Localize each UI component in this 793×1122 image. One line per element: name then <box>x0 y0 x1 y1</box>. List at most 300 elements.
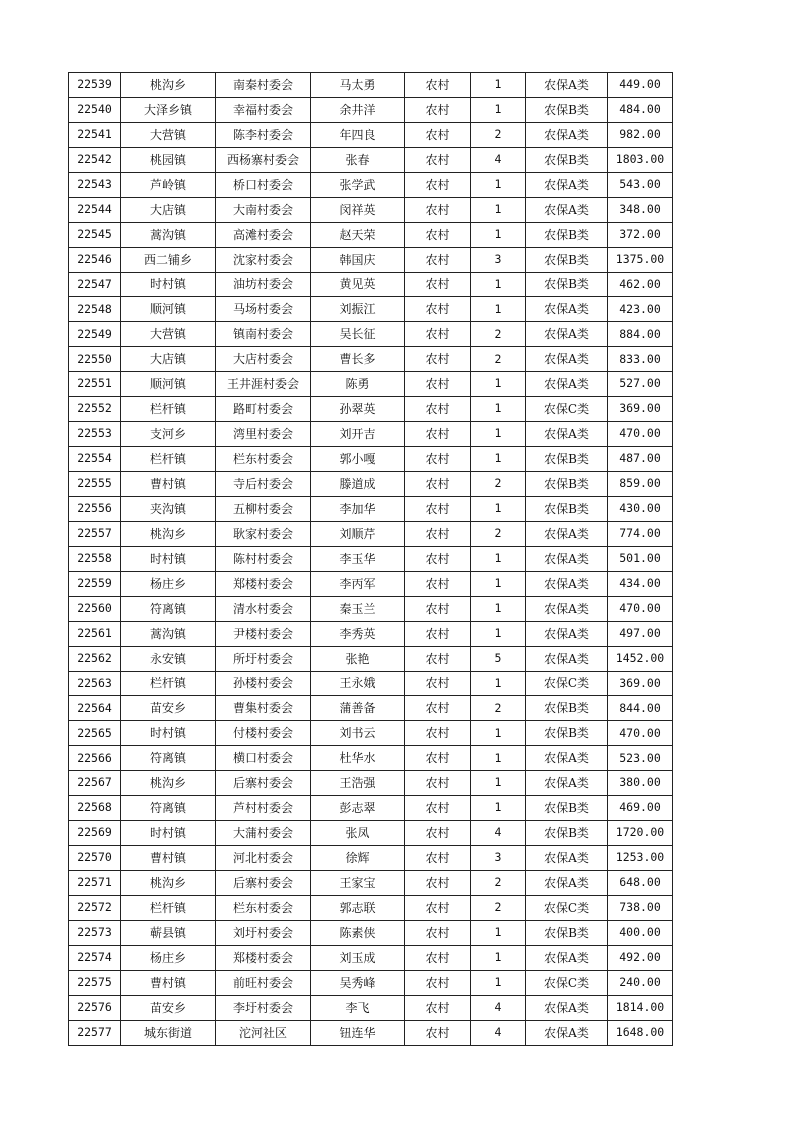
person-name-cell: 张艳 <box>311 646 405 671</box>
household-type-cell: 农村 <box>405 496 471 521</box>
amount-cell: 372.00 <box>608 222 673 247</box>
household-size-cell: 1 <box>471 447 526 472</box>
village-committee-cell: 高滩村委会 <box>216 222 311 247</box>
village-committee-cell: 王井涯村委会 <box>216 372 311 397</box>
village-committee-cell: 栏东村委会 <box>216 895 311 920</box>
household-type-cell: 农村 <box>405 721 471 746</box>
person-name-cell: 王永娥 <box>311 671 405 696</box>
table-row <box>69 746 673 771</box>
record-id-cell: 22572 <box>69 895 121 920</box>
record-id-cell: 22566 <box>69 746 121 771</box>
household-size-cell: 1 <box>471 197 526 222</box>
person-name-cell: 李秀英 <box>311 621 405 646</box>
village-committee-cell: 镇南村委会 <box>216 322 311 347</box>
village-committee-cell: 马场村委会 <box>216 297 311 322</box>
insurance-category-cell: 农保B类 <box>526 147 608 172</box>
household-type-cell: 农村 <box>405 970 471 995</box>
person-name-cell: 张凤 <box>311 821 405 846</box>
record-id-cell: 22577 <box>69 1020 121 1045</box>
amount-cell: 844.00 <box>608 696 673 721</box>
amount-cell: 369.00 <box>608 671 673 696</box>
amount-cell: 774.00 <box>608 521 673 546</box>
household-size-cell: 1 <box>471 596 526 621</box>
person-name-cell: 王浩强 <box>311 771 405 796</box>
township-cell: 蕲县镇 <box>121 920 216 945</box>
household-size-cell: 3 <box>471 247 526 272</box>
township-cell: 西二铺乡 <box>121 247 216 272</box>
person-name-cell: 彭志翠 <box>311 796 405 821</box>
record-id-cell: 22564 <box>69 696 121 721</box>
amount-cell: 1720.00 <box>608 821 673 846</box>
village-committee-cell: 前旺村委会 <box>216 970 311 995</box>
insurance-category-cell: 农保B类 <box>526 920 608 945</box>
person-name-cell: 滕道成 <box>311 472 405 497</box>
person-name-cell: 刘开吉 <box>311 422 405 447</box>
record-id-cell: 22550 <box>69 347 121 372</box>
household-size-cell: 1 <box>471 422 526 447</box>
insurance-category-cell: 农保A类 <box>526 646 608 671</box>
insurance-category-cell: 农保A类 <box>526 521 608 546</box>
township-cell: 城东街道 <box>121 1020 216 1045</box>
village-committee-cell: 沱河社区 <box>216 1020 311 1045</box>
household-type-cell: 农村 <box>405 172 471 197</box>
table-row <box>69 73 673 98</box>
household-type-cell: 农村 <box>405 147 471 172</box>
record-id-cell: 22553 <box>69 422 121 447</box>
household-type-cell: 农村 <box>405 472 471 497</box>
person-name-cell: 刘书云 <box>311 721 405 746</box>
household-type-cell: 农村 <box>405 73 471 98</box>
record-id-cell: 22549 <box>69 322 121 347</box>
person-name-cell: 余井洋 <box>311 97 405 122</box>
table-row <box>69 771 673 796</box>
village-committee-cell: 后寨村委会 <box>216 771 311 796</box>
household-type-cell: 农村 <box>405 746 471 771</box>
insurance-category-cell: 农保B类 <box>526 496 608 521</box>
household-size-cell: 1 <box>471 671 526 696</box>
amount-cell: 884.00 <box>608 322 673 347</box>
person-name-cell: 赵天荣 <box>311 222 405 247</box>
household-size-cell: 1 <box>471 496 526 521</box>
person-name-cell: 陈勇 <box>311 372 405 397</box>
township-cell: 永安镇 <box>121 646 216 671</box>
person-name-cell: 王家宝 <box>311 871 405 896</box>
village-committee-cell: 尹楼村委会 <box>216 621 311 646</box>
person-name-cell: 孙翠英 <box>311 397 405 422</box>
village-committee-cell: 油坊村委会 <box>216 272 311 297</box>
table-row <box>69 347 673 372</box>
person-name-cell: 李加华 <box>311 496 405 521</box>
insurance-category-cell: 农保A类 <box>526 197 608 222</box>
insurance-category-cell: 农保B类 <box>526 796 608 821</box>
record-id-cell: 22576 <box>69 995 121 1020</box>
township-cell: 大店镇 <box>121 347 216 372</box>
amount-cell: 462.00 <box>608 272 673 297</box>
township-cell: 栏杆镇 <box>121 447 216 472</box>
household-size-cell: 1 <box>471 222 526 247</box>
amount-cell: 1648.00 <box>608 1020 673 1045</box>
household-type-cell: 农村 <box>405 247 471 272</box>
insurance-category-cell: 农保B类 <box>526 97 608 122</box>
household-type-cell: 农村 <box>405 521 471 546</box>
person-name-cell: 刘振江 <box>311 297 405 322</box>
amount-cell: 423.00 <box>608 297 673 322</box>
table-row <box>69 97 673 122</box>
amount-cell: 497.00 <box>608 621 673 646</box>
table-row <box>69 297 673 322</box>
amount-cell: 1253.00 <box>608 846 673 871</box>
village-committee-cell: 幸福村委会 <box>216 97 311 122</box>
household-type-cell: 农村 <box>405 447 471 472</box>
township-cell: 杨庄乡 <box>121 945 216 970</box>
insurance-category-cell: 农保B类 <box>526 222 608 247</box>
village-committee-cell: 寺后村委会 <box>216 472 311 497</box>
amount-cell: 430.00 <box>608 496 673 521</box>
village-committee-cell: 刘圩村委会 <box>216 920 311 945</box>
table-row <box>69 197 673 222</box>
household-size-cell: 1 <box>471 571 526 596</box>
record-id-cell: 22539 <box>69 73 121 98</box>
household-size-cell: 2 <box>471 521 526 546</box>
township-cell: 时村镇 <box>121 721 216 746</box>
table-row <box>69 272 673 297</box>
township-cell: 杨庄乡 <box>121 571 216 596</box>
record-id-cell: 22540 <box>69 97 121 122</box>
village-committee-cell: 路町村委会 <box>216 397 311 422</box>
person-name-cell: 郭志联 <box>311 895 405 920</box>
village-committee-cell: 芦村村委会 <box>216 796 311 821</box>
person-name-cell: 吴秀峰 <box>311 970 405 995</box>
township-cell: 大店镇 <box>121 197 216 222</box>
record-id-cell: 22545 <box>69 222 121 247</box>
table-row <box>69 447 673 472</box>
household-size-cell: 1 <box>471 397 526 422</box>
household-type-cell: 农村 <box>405 671 471 696</box>
township-cell: 蒿沟镇 <box>121 621 216 646</box>
amount-cell: 543.00 <box>608 172 673 197</box>
amount-cell: 484.00 <box>608 97 673 122</box>
table-row <box>69 970 673 995</box>
township-cell: 桃沟乡 <box>121 521 216 546</box>
village-committee-cell: 河北村委会 <box>216 846 311 871</box>
insurance-category-cell: 农保A类 <box>526 347 608 372</box>
amount-cell: 449.00 <box>608 73 673 98</box>
household-size-cell: 1 <box>471 721 526 746</box>
township-cell: 苗安乡 <box>121 995 216 1020</box>
insurance-category-cell: 农保A类 <box>526 322 608 347</box>
person-name-cell: 钮连华 <box>311 1020 405 1045</box>
table-row <box>69 621 673 646</box>
household-size-cell: 1 <box>471 97 526 122</box>
record-id-cell: 22571 <box>69 871 121 896</box>
household-size-cell: 2 <box>471 472 526 497</box>
household-size-cell: 1 <box>471 621 526 646</box>
person-name-cell: 刘顺芹 <box>311 521 405 546</box>
insurance-category-cell: 农保A类 <box>526 422 608 447</box>
amount-cell: 1375.00 <box>608 247 673 272</box>
household-size-cell: 1 <box>471 372 526 397</box>
insurance-category-cell: 农保A类 <box>526 1020 608 1045</box>
household-type-cell: 农村 <box>405 1020 471 1045</box>
record-id-cell: 22542 <box>69 147 121 172</box>
record-id-cell: 22560 <box>69 596 121 621</box>
subsidy-roster-table <box>68 72 673 1046</box>
record-id-cell: 22574 <box>69 945 121 970</box>
insurance-category-cell: 农保B类 <box>526 247 608 272</box>
household-type-cell: 农村 <box>405 821 471 846</box>
insurance-category-cell: 农保A类 <box>526 571 608 596</box>
insurance-category-cell: 农保B类 <box>526 272 608 297</box>
household-size-cell: 4 <box>471 821 526 846</box>
household-size-cell: 2 <box>471 696 526 721</box>
township-cell: 蒿沟镇 <box>121 222 216 247</box>
table-row <box>69 596 673 621</box>
record-id-cell: 22573 <box>69 920 121 945</box>
table-row <box>69 696 673 721</box>
township-cell: 顺河镇 <box>121 297 216 322</box>
township-cell: 苗安乡 <box>121 696 216 721</box>
township-cell: 大泽乡镇 <box>121 97 216 122</box>
township-cell: 时村镇 <box>121 821 216 846</box>
table-row <box>69 172 673 197</box>
household-type-cell: 农村 <box>405 920 471 945</box>
township-cell: 曹村镇 <box>121 846 216 871</box>
household-size-cell: 2 <box>471 347 526 372</box>
township-cell: 夹沟镇 <box>121 496 216 521</box>
record-id-cell: 22543 <box>69 172 121 197</box>
village-committee-cell: 清水村委会 <box>216 596 311 621</box>
table-row <box>69 147 673 172</box>
township-cell: 桃沟乡 <box>121 871 216 896</box>
person-name-cell: 陈素侠 <box>311 920 405 945</box>
insurance-category-cell: 农保B类 <box>526 721 608 746</box>
village-committee-cell: 曹集村委会 <box>216 696 311 721</box>
household-type-cell: 农村 <box>405 895 471 920</box>
amount-cell: 400.00 <box>608 920 673 945</box>
table-row <box>69 222 673 247</box>
household-type-cell: 农村 <box>405 97 471 122</box>
amount-cell: 469.00 <box>608 796 673 821</box>
household-size-cell: 2 <box>471 122 526 147</box>
table-row <box>69 721 673 746</box>
insurance-category-cell: 农保C类 <box>526 970 608 995</box>
table-row <box>69 995 673 1020</box>
table-row <box>69 871 673 896</box>
amount-cell: 434.00 <box>608 571 673 596</box>
table-row <box>69 945 673 970</box>
person-name-cell: 李飞 <box>311 995 405 1020</box>
village-committee-cell: 五柳村委会 <box>216 496 311 521</box>
table-row <box>69 1020 673 1045</box>
household-type-cell: 农村 <box>405 771 471 796</box>
household-size-cell: 1 <box>471 970 526 995</box>
person-name-cell: 刘玉成 <box>311 945 405 970</box>
village-committee-cell: 栏东村委会 <box>216 447 311 472</box>
township-cell: 栏杆镇 <box>121 397 216 422</box>
insurance-category-cell: 农保A类 <box>526 372 608 397</box>
township-cell: 大营镇 <box>121 122 216 147</box>
household-type-cell: 农村 <box>405 372 471 397</box>
amount-cell: 1803.00 <box>608 147 673 172</box>
table-row <box>69 397 673 422</box>
amount-cell: 380.00 <box>608 771 673 796</box>
insurance-category-cell: 农保A类 <box>526 995 608 1020</box>
table-row <box>69 247 673 272</box>
household-type-cell: 农村 <box>405 995 471 1020</box>
person-name-cell: 年四良 <box>311 122 405 147</box>
household-type-cell: 农村 <box>405 546 471 571</box>
table-row <box>69 846 673 871</box>
table-row <box>69 521 673 546</box>
record-id-cell: 22547 <box>69 272 121 297</box>
household-size-cell: 1 <box>471 920 526 945</box>
township-cell: 桃沟乡 <box>121 771 216 796</box>
record-id-cell: 22554 <box>69 447 121 472</box>
insurance-category-cell: 农保B类 <box>526 472 608 497</box>
amount-cell: 240.00 <box>608 970 673 995</box>
record-id-cell: 22541 <box>69 122 121 147</box>
table-row <box>69 322 673 347</box>
village-committee-cell: 郑楼村委会 <box>216 571 311 596</box>
household-type-cell: 农村 <box>405 596 471 621</box>
township-cell: 曹村镇 <box>121 970 216 995</box>
village-committee-cell: 南秦村委会 <box>216 73 311 98</box>
household-type-cell: 农村 <box>405 197 471 222</box>
table-row <box>69 821 673 846</box>
township-cell: 时村镇 <box>121 272 216 297</box>
village-committee-cell: 陈李村委会 <box>216 122 311 147</box>
household-type-cell: 农村 <box>405 272 471 297</box>
household-type-cell: 农村 <box>405 122 471 147</box>
person-name-cell: 张学武 <box>311 172 405 197</box>
household-size-cell: 1 <box>471 297 526 322</box>
table-row <box>69 571 673 596</box>
village-committee-cell: 湾里村委会 <box>216 422 311 447</box>
household-size-cell: 1 <box>471 546 526 571</box>
record-id-cell: 22562 <box>69 646 121 671</box>
record-id-cell: 22567 <box>69 771 121 796</box>
insurance-category-cell: 农保A类 <box>526 546 608 571</box>
household-size-cell: 4 <box>471 1020 526 1045</box>
village-committee-cell: 桥口村委会 <box>216 172 311 197</box>
amount-cell: 527.00 <box>608 372 673 397</box>
insurance-category-cell: 农保B类 <box>526 696 608 721</box>
record-id-cell: 22551 <box>69 372 121 397</box>
township-cell: 桃园镇 <box>121 147 216 172</box>
table-row <box>69 122 673 147</box>
household-type-cell: 农村 <box>405 397 471 422</box>
household-size-cell: 1 <box>471 172 526 197</box>
person-name-cell: 韩国庆 <box>311 247 405 272</box>
household-size-cell: 2 <box>471 322 526 347</box>
person-name-cell: 李玉华 <box>311 546 405 571</box>
amount-cell: 348.00 <box>608 197 673 222</box>
person-name-cell: 吴长征 <box>311 322 405 347</box>
insurance-category-cell: 农保A类 <box>526 771 608 796</box>
household-type-cell: 农村 <box>405 422 471 447</box>
table-row <box>69 496 673 521</box>
household-size-cell: 4 <box>471 995 526 1020</box>
record-id-cell: 22555 <box>69 472 121 497</box>
amount-cell: 470.00 <box>608 422 673 447</box>
township-cell: 符离镇 <box>121 746 216 771</box>
person-name-cell: 马太勇 <box>311 73 405 98</box>
amount-cell: 859.00 <box>608 472 673 497</box>
household-size-cell: 1 <box>471 73 526 98</box>
household-type-cell: 农村 <box>405 347 471 372</box>
township-cell: 符离镇 <box>121 796 216 821</box>
household-type-cell: 农村 <box>405 222 471 247</box>
insurance-category-cell: 农保A类 <box>526 73 608 98</box>
insurance-category-cell: 农保A类 <box>526 621 608 646</box>
record-id-cell: 22558 <box>69 546 121 571</box>
person-name-cell: 曹长多 <box>311 347 405 372</box>
household-size-cell: 1 <box>471 771 526 796</box>
village-committee-cell: 后寨村委会 <box>216 871 311 896</box>
insurance-category-cell: 农保A类 <box>526 122 608 147</box>
record-id-cell: 22556 <box>69 496 121 521</box>
household-type-cell: 农村 <box>405 322 471 347</box>
insurance-category-cell: 农保C类 <box>526 397 608 422</box>
record-id-cell: 22552 <box>69 397 121 422</box>
township-cell: 栏杆镇 <box>121 895 216 920</box>
table-row <box>69 796 673 821</box>
insurance-category-cell: 农保A类 <box>526 846 608 871</box>
household-type-cell: 农村 <box>405 297 471 322</box>
record-id-cell: 22548 <box>69 297 121 322</box>
record-id-cell: 22559 <box>69 571 121 596</box>
household-type-cell: 农村 <box>405 945 471 970</box>
household-type-cell: 农村 <box>405 621 471 646</box>
table-row <box>69 671 673 696</box>
insurance-category-cell: 农保C类 <box>526 671 608 696</box>
household-type-cell: 农村 <box>405 646 471 671</box>
township-cell: 桃沟乡 <box>121 73 216 98</box>
household-type-cell: 农村 <box>405 696 471 721</box>
household-size-cell: 1 <box>471 746 526 771</box>
household-size-cell: 4 <box>471 147 526 172</box>
township-cell: 时村镇 <box>121 546 216 571</box>
table-row <box>69 372 673 397</box>
village-committee-cell: 大店村委会 <box>216 347 311 372</box>
household-type-cell: 农村 <box>405 846 471 871</box>
table-row <box>69 920 673 945</box>
household-type-cell: 农村 <box>405 796 471 821</box>
record-id-cell: 22569 <box>69 821 121 846</box>
insurance-category-cell: 农保A类 <box>526 297 608 322</box>
village-committee-cell: 横口村委会 <box>216 746 311 771</box>
person-name-cell: 蒲善备 <box>311 696 405 721</box>
amount-cell: 982.00 <box>608 122 673 147</box>
township-cell: 支河乡 <box>121 422 216 447</box>
insurance-category-cell: 农保B类 <box>526 821 608 846</box>
household-size-cell: 1 <box>471 796 526 821</box>
amount-cell: 1452.00 <box>608 646 673 671</box>
village-committee-cell: 大蒲村委会 <box>216 821 311 846</box>
township-cell: 顺河镇 <box>121 372 216 397</box>
household-size-cell: 2 <box>471 895 526 920</box>
township-cell: 符离镇 <box>121 596 216 621</box>
person-name-cell: 徐辉 <box>311 846 405 871</box>
person-name-cell: 秦玉兰 <box>311 596 405 621</box>
record-id-cell: 22565 <box>69 721 121 746</box>
village-committee-cell: 孙楼村委会 <box>216 671 311 696</box>
insurance-category-cell: 农保A类 <box>526 172 608 197</box>
table-row <box>69 646 673 671</box>
township-cell: 曹村镇 <box>121 472 216 497</box>
township-cell: 芦岭镇 <box>121 172 216 197</box>
insurance-category-cell: 农保A类 <box>526 871 608 896</box>
